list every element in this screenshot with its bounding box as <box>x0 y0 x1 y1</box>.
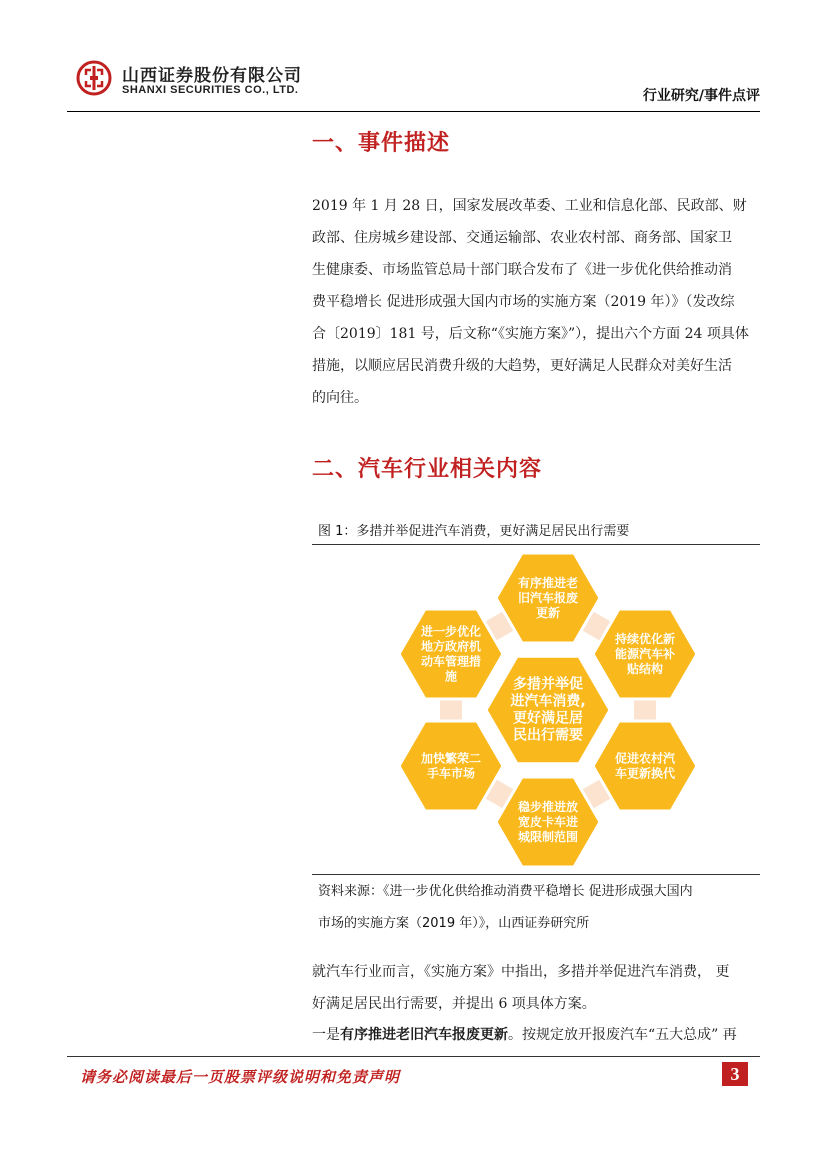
footer-disclaimer: 请务必阅读最后一页股票评级说明和免责声明 <box>80 1068 401 1086</box>
company-name-cn: 山西证券股份有限公司 <box>122 66 302 86</box>
outer-hexagon-label: 动车管理措 <box>420 654 482 669</box>
section-2-title: 二、汽车行业相关内容 <box>312 457 543 482</box>
text-line: 生健康委、市场监管总局十部门联合发布了《进一步优化供给推动消 <box>312 262 732 278</box>
text-line: 就汽车行业而言，《实施方案》中指出，多措并举促进汽车消费， 更 <box>312 964 730 980</box>
figure-bottom-rule <box>312 874 760 875</box>
figure-title: 图 1：多措并举促进汽车消费，更好满足居民出行需要 <box>318 524 630 539</box>
text-line: 2019 年 1 月 28 日，国家发展改革委、工业和信息化部、民政部、财 <box>312 198 747 214</box>
header-divider <box>67 111 760 112</box>
lead-prefix: 一是 <box>312 1027 340 1043</box>
hexagon-diagram <box>380 548 716 868</box>
text-line: 的向往。 <box>312 390 368 406</box>
center-hexagon-label: 进汽车消费, <box>510 693 586 710</box>
center-hexagon-label: 多措并举促 <box>513 676 583 693</box>
text-line: 费平稳增长 促进形成强大国内市场的实施方案（2019 年）》（发改综 <box>312 294 735 310</box>
outer-hexagon-label: 旧汽车报废 <box>517 591 579 605</box>
figure-top-rule <box>312 544 760 545</box>
outer-hexagon-label: 地方政府机 <box>420 639 482 654</box>
outer-hexagon-label: 能源汽车补 <box>614 647 676 661</box>
text-line: 措施，以顺应居民消费升级的大趋势，更好满足人民群众对美好生活 <box>312 358 732 374</box>
outer-hexagon-label: 进一步优化 <box>420 624 482 639</box>
company-name-en: SHANXI SECURITIES CO., LTD. <box>122 84 299 96</box>
outer-hexagon-label: 宽皮卡车进 <box>517 815 579 829</box>
figure-source <box>318 876 758 940</box>
company-logo-icon <box>76 60 112 96</box>
lead-rest: 。按规定放开报废汽车“五大总成” 再 <box>508 1027 737 1043</box>
center-hexagon-label: 更好满足居 <box>513 710 583 727</box>
footer-divider <box>67 1056 760 1057</box>
outer-hexagon-label: 城限制范围 <box>517 830 579 844</box>
lead-sentence <box>312 1024 737 1044</box>
outer-hexagon-label: 施 <box>444 669 458 684</box>
source-line: 资料来源：《进一步优化供给推动消费平稳增长 促进形成强大国内 <box>318 884 693 899</box>
text-line: 合〔2019〕181 号，后文称“《实施方案》”），提出六个方面 24 项具体 <box>312 326 749 342</box>
outer-hexagon-label: 手车市场 <box>426 766 476 781</box>
section-1-title: 一、事件描述 <box>312 131 451 156</box>
text-line: 政部、住房城乡建设部、交通运输部、农业农村部、商务部、国家卫 <box>312 230 732 246</box>
report-category: 行业研究/事件点评 <box>642 88 760 104</box>
outer-hexagon-label: 稳步推进放 <box>517 800 579 814</box>
lead-bold-phrase: 有序推进老旧汽车报废更新 <box>340 1027 508 1043</box>
center-hexagon-label: 民出行需要 <box>513 727 583 744</box>
page-number: 3 <box>722 1062 748 1086</box>
outer-hexagon-label: 持续优化新 <box>614 632 676 646</box>
outer-hexagon-label: 车更新换代 <box>614 766 676 781</box>
section-1-paragraph <box>312 190 758 414</box>
text-line: 好满足居民出行需要，并提出 6 项具体方案。 <box>312 996 596 1012</box>
outer-hexagon-label: 有序推进老 <box>517 576 579 590</box>
outer-hexagon-label: 促进农村汽 <box>614 751 676 766</box>
body-paragraph <box>312 956 758 1020</box>
outer-hexagon-label: 贴结构 <box>626 662 664 676</box>
source-line: 市场的实施方案（2019 年）》，山西证券研究所 <box>318 916 590 931</box>
outer-hexagon-label: 加快繁荣二 <box>420 751 482 766</box>
outer-hexagon-label: 更新 <box>535 606 561 620</box>
